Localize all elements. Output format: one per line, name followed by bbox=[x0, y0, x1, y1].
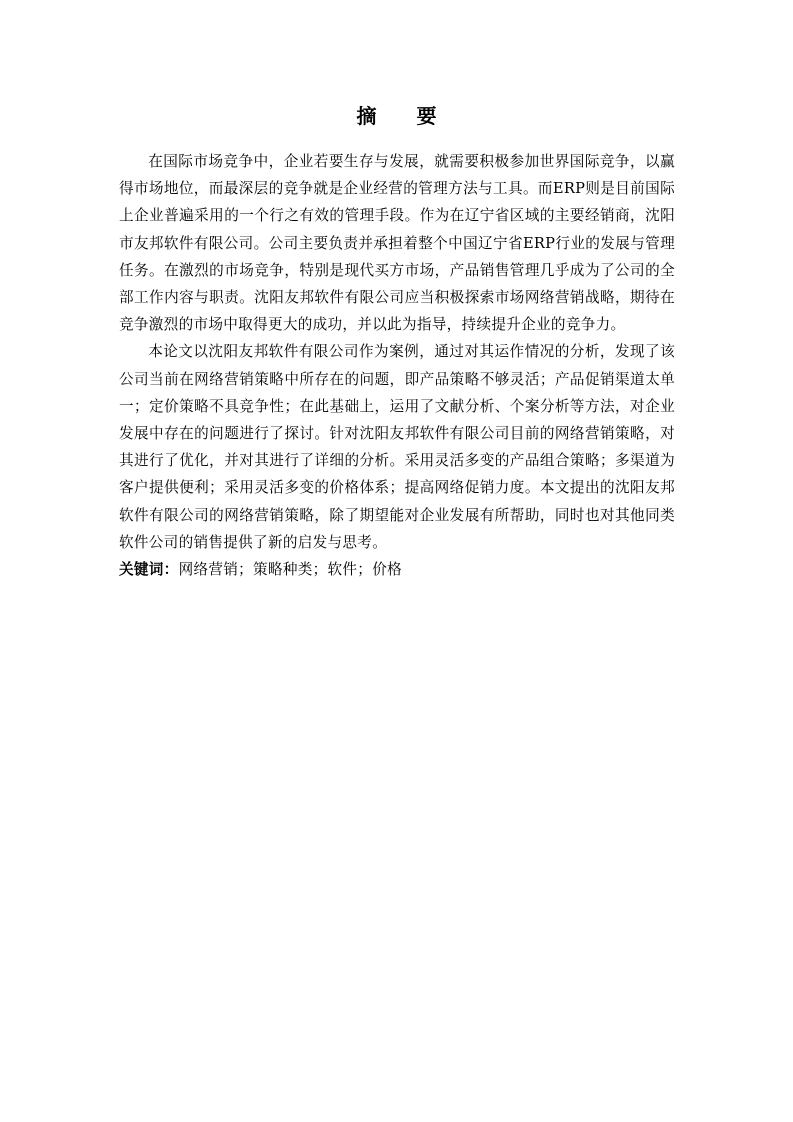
page-title bbox=[0, 100, 793, 132]
abstract-paragraph-2: 本论文以沈阳友邦软件有限公司作为案例，通过对其运作情况的分析，发现了该公司当前在网络营销策略中所存在的问题，即产品策略不够灵活；产品促销渠道太单一；定价策略不具竞争性；在此基础上，运用了文献分析、个案分析等方法，对企业发展中存在的问题进行了探讨。针对沈阳友邦软件有限公司目前的网络营销策略，对其进行了优化，并对其进行了详细的分析。采用灵活多变的产品组合策略；多渠道为客户提供便利；采用灵活多变的价格体系；提高网络促销力度。本文提出的沈阳友邦软件有限公司的网络营销策略，除了期望能对企业发展有所帮助，同时也对其他同类软件公司的销售提供了新的启发与思考。 bbox=[119, 343, 675, 551]
keywords-line bbox=[119, 556, 675, 583]
title-char-1: 摘 bbox=[356, 104, 377, 128]
keywords-value: 网络营销；策略种类；软件；价格 bbox=[178, 561, 402, 579]
keywords-label: 关键词： bbox=[119, 561, 179, 579]
abstract-paragraph-1: 在国际市场竞争中，企业若要生存与发展，就需要积极参加世界国际竞争，以赢得市场地位，而最深层的竞争就是企业经营的管理方法与工具。而ERP则是目前国际上企业普遍采用的一个行之有效的管理手段。作为在辽宁省区域的主要经销商，沈阳市友邦软件有限公司。公司主要负责并承担着整个中国辽宁省ERP行业的发展与管理任务。在激烈的市场竞争，特别是现代买方市场，产品销售管理几乎成为了公司的全部工作内容与职责。沈阳友邦软件有限公司应当积极探索市场网络营销战略，期待在竞争激烈的市场中取得更大的成功，并以此为指导，持续提升企业的竞争力。 bbox=[119, 153, 675, 334]
abstract-body bbox=[119, 148, 675, 583]
title-char-2: 要 bbox=[416, 104, 437, 128]
